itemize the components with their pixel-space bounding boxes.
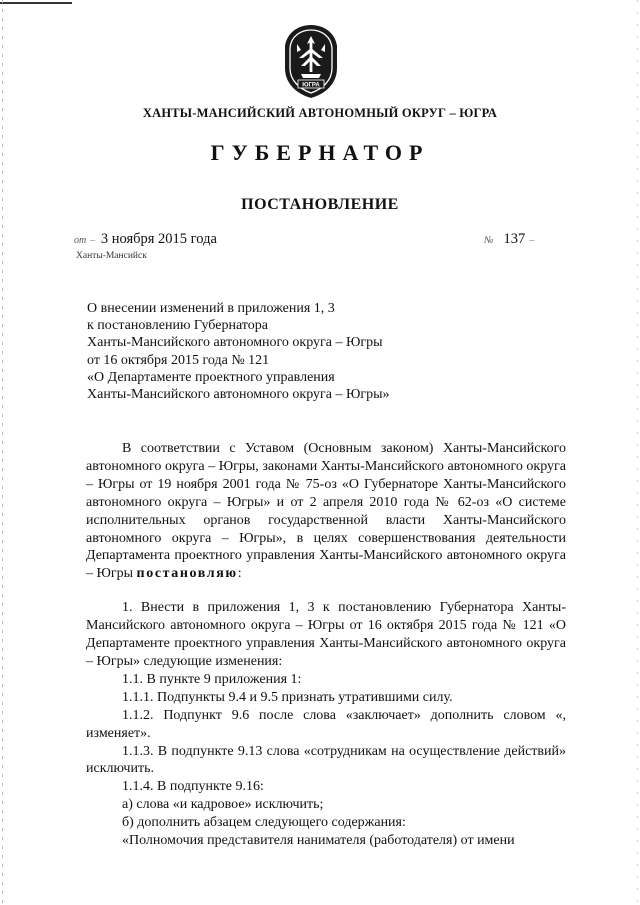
region-title: ХАНТЫ-МАНСИЙСКИЙ АВТОНОМНЫЙ ОКРУГ – ЮГРА — [142, 106, 498, 120]
subject-line: О внесении изменений в приложения 1, 3 — [87, 301, 335, 316]
subject-line: к постановлению Губернатора — [87, 318, 268, 334]
item-paragraph: 1. Внести в приложения 1, 3 к постановлению Губернатора Ханты-Мансийского автономного округа – Югры от 16 октября 2015 года № 121 «О Департаменте проектного управления Ханты-Мансийского автономного округа – Югры» следующие изменения: — [86, 600, 566, 669]
preamble-text: В соответствии с Уставом (Основным законом) Ханты-Мансийского автономного округа – Югры, законами Ханты-Мансийского автономного округа – Югры от 19 ноября 2001 года № 75-оз «О Губернаторе Ханты-Мансийского автономного округа – Югры» и от 2 апреля 2010 года № 62-оз «О системе исполнительных органов государственной власти Ханты-Мансийского автономного округа – Югры», в целях совершенствования деятельности Департамента проектного управления Ханты-Мансийского автономного округа – Югры — [86, 441, 566, 582]
emblem-lettering: ЮГРА — [302, 82, 320, 89]
item-paragraph: б) дополнить абзацем следующего содержания: — [122, 815, 406, 831]
item-paragraph: «Полномочия представителя нанимателя (работодателя) от имени — [122, 833, 515, 849]
subject-line: Ханты-Мансийского автономного округа – Югры — [87, 335, 383, 351]
preamble-end: : — [237, 566, 242, 582]
decree-number — [484, 231, 534, 248]
coat-of-arms-emblem — [279, 22, 343, 100]
issue-city: Ханты-Мансийск — [76, 251, 147, 261]
document-type-heading: ПОСТАНОВЛЕНИЕ — [241, 196, 399, 213]
item-paragraph: 1.1. В пункте 9 приложения 1: — [122, 671, 302, 687]
decree-date — [74, 231, 217, 248]
subject-line: «О Департаменте проектного управления — [87, 369, 335, 385]
date-underline-mark: – — [90, 235, 96, 246]
date-prefix: от — [74, 235, 87, 246]
preamble-emphasis: постановляю — [136, 566, 238, 582]
scan-artifact-line — [0, 2, 72, 4]
item-paragraph: а) слова «и кадровое» исключить; — [122, 797, 324, 813]
item-paragraph: 1.1.4. В подпункте 9.16: — [122, 779, 264, 795]
scan-edge-right — [637, 0, 638, 905]
decree-subject — [87, 300, 427, 403]
item-paragraph: 1.1.1. Подпункты 9.4 и 9.5 признать утратившими силу. — [122, 689, 453, 705]
subject-line: от 16 октября 2015 года № 121 — [87, 352, 270, 368]
number-value: 137 — [503, 231, 526, 247]
item-paragraph: 1.1.2. Подпункт 9.6 после слова «заключает» дополнить словом «, изменяет». — [86, 707, 566, 741]
governor-heading: ГУБЕРНАТОР — [210, 140, 430, 165]
paragraph-gap — [86, 583, 566, 599]
preamble-paragraph — [86, 440, 566, 583]
decree-body — [86, 440, 566, 850]
scan-edge-left — [2, 0, 3, 905]
number-underline-mark: – — [529, 235, 535, 246]
subject-line: Ханты-Мансийского автономного округа – Югры» — [87, 387, 390, 403]
number-prefix: № — [484, 235, 494, 246]
date-value: 3 ноября 2015 года — [100, 231, 217, 247]
item-paragraph: 1.1.3. В подпункте 9.13 слова «сотрудникам на осуществление действий» исключить. — [86, 743, 566, 777]
